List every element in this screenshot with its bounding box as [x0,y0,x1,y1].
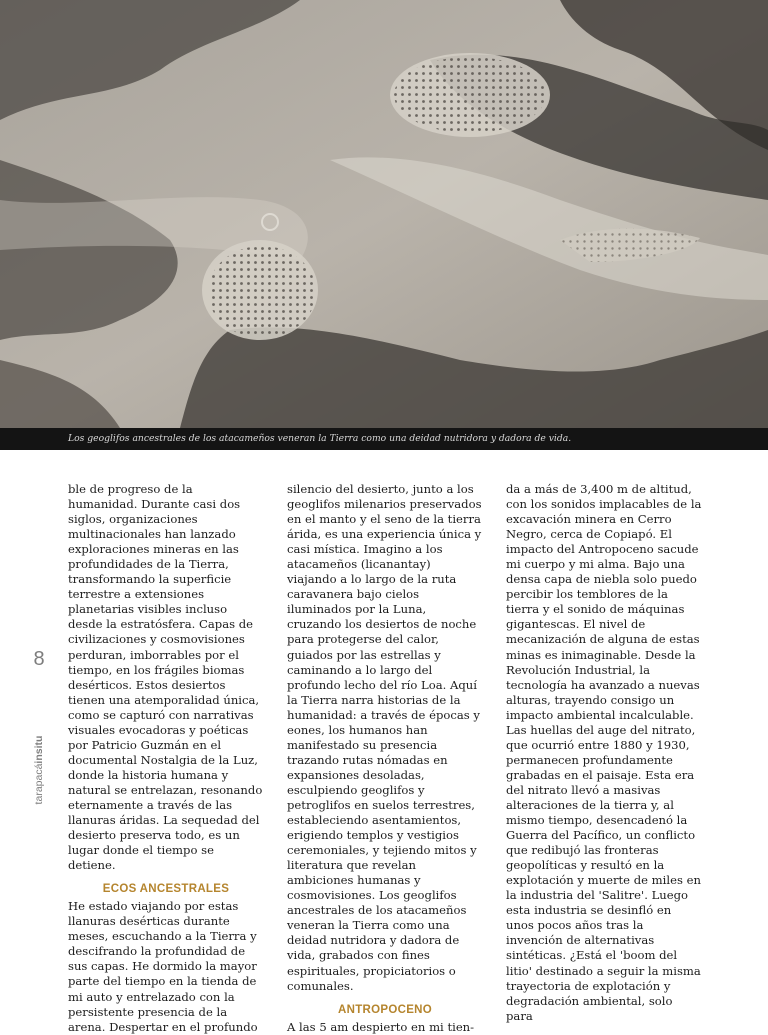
section-heading-ecos: ECOS ANCESTRALES [102,883,230,896]
paragraph: da a más de 3,400 m de altitud, con los sonidos implacables de la excavación minera en Cerro Negro, cerca de Copiapó. El impacto del Antropoceno sacude mi cuerpo y mi alma. Bajo una densa capa de niebla solo puedo percibir los temblores de la tierra y el sonido de máquinas gigantescas. El nivel de mecanización de alguna de estas minas es inimaginable. Desde la Revolución Industrial, la tecnología ha avanzado a nuevas alturas, trayendo consigo un impacto ambiental incalculable. [506,482,702,722]
photo-caption: Los geoglifos ancestrales de los atacameños veneran la Tierra como una deidad nutridora y dadora de vida. [0,428,768,450]
page-number: 8 [33,648,45,670]
text-column-3 [506,482,702,1024]
brand-bold: insitu [33,735,45,764]
brand-light: tarapacá [33,763,45,805]
magazine-brand [33,736,45,805]
paragraph: He estado viajando por estas llanuras desérticas durante meses, escuchando a la Tierra y descifrando la profundidad de sus capas. He dormido la mayor parte del tiempo en la tienda de mi auto y entrelazado con la persistente presencia de la arena. Despertar en el profundo [68,899,258,1034]
paragraph: Las huellas del auge del nitrato, que ocurrió entre 1880 y 1930, permanecen profundamente grabadas en el paisaje. Esta era del nitrato llevó a masivas alteraciones de la tierra y, al mismo tiempo, desencadenó la Guerra del Pacífico, un conflicto que redibujó las fronteras geopolíticas y resultó en la explotación y muerte de miles en la industria del 'Salitre'. Luego esta industria se desinfló en unos pocos años tras la invención de alternativas sintéticas. ¿Está el 'boom del litio' destinado a seguir la misma trayectoria de explotación y degradación ambiental, solo para [506,722,701,1023]
section-heading-antropoceno: ANTROPOCENO [337,1003,433,1016]
paragraph: A las 5 am despierto en mi tien- [287,1019,475,1034]
text-column-2 [287,482,483,1035]
aerial-geoglyph-photo [0,0,768,428]
text-column-1 [68,482,264,1035]
paragraph: ble de progreso de la humanidad. Durante casi dos siglos, organizaciones multinacionales han lanzado exploraciones mineras en las profundidades de la Tierra, transformando la superficie terrestre a extensiones planetarias visibles incluso desde la estratósfera. Capas de civilizaciones y cosmovisiones perduran, imborrables por el tiempo, en los frágiles biomas desérticos. Estos desiertos tienen una atemporalidad única, como se capturó con narrativas visuales evocadoras y poéticas por Patricio Guzmán en el documental Nostalgia de la Luz, donde la historia humana y natural se entrelazan, resonando eternamente a través de las llanuras áridas. La sequedad del desierto preserva todo, es un lugar donde el tiempo se detiene. [68,482,263,873]
paragraph: silencio del desierto, junto a los geoglifos milenarios preservados en el manto y el seno de la tierra árida, es una experiencia única y casi mística. Imagino a los atacameños (licanantay) viajando a lo largo de la ruta caravanera bajo cielos iluminados por la Luna, cruzando los desiertos de noche para protegerse del calor, guiados por las estrellas y caminando a lo largo del profundo lecho del río Loa. Aquí la Tierra narra historias de la humanidad: a través de épocas y eones, los humanos han manifestado su presencia trazando rutas nómadas en expansiones desoladas, esculpiendo geoglifos y petroglifos en suelos terrestres, estableciendo asentamientos, erigiendo templos y vestigios ceremoniales, y tejiendo mitos y literatura que revelan ambiciones humanas y cosmovisiones. Los geoglifos ancestrales de los atacameños veneran la Tierra como una deidad nutridora y dadora de vida, grabados con fines espirituales, propiciatorios o comunales. [287,482,482,993]
